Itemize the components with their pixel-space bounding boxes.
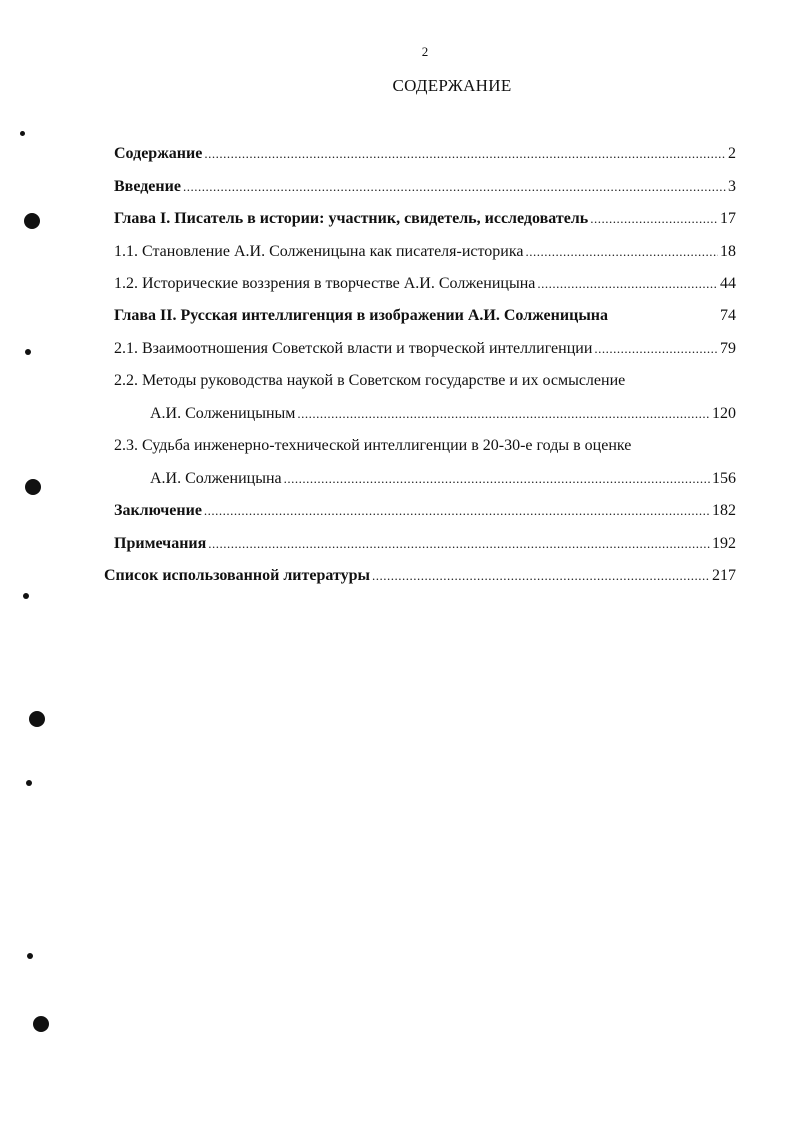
toc-entry-notes[interactable]	[114, 534, 736, 554]
punch-hole	[29, 711, 45, 727]
toc-entry-page: 79	[720, 340, 736, 357]
toc-entry-chapter-2[interactable]	[114, 306, 736, 326]
punch-hole	[24, 213, 40, 229]
toc-entry-page: 182	[712, 502, 736, 519]
toc-entry-page: 17	[720, 210, 736, 227]
toc-entry-2-3-line-1[interactable]	[114, 436, 736, 456]
punch-hole-mark	[20, 131, 25, 136]
punch-hole-mark	[26, 780, 32, 786]
toc-entry-label: 2.2. Методы руководства наукой в Советском государстве и их осмысление	[114, 372, 626, 389]
toc-entry-page: 2	[728, 145, 736, 162]
dot-leader	[297, 404, 710, 424]
punch-hole	[25, 479, 41, 495]
toc-entry-label: Содержание	[114, 145, 203, 162]
punch-hole-mark	[23, 593, 29, 599]
toc-entry-page: 192	[712, 535, 736, 552]
toc-entry-contents[interactable]	[114, 144, 736, 164]
toc-entry-label: Заключение	[114, 502, 202, 519]
toc-entry-page: 74	[720, 307, 736, 324]
toc-entry-2-2-line-2[interactable]	[150, 404, 736, 424]
toc-entry-page: 44	[720, 275, 736, 292]
toc-entry-2-3-line-2[interactable]	[150, 469, 736, 489]
toc-entry-bibliography[interactable]	[104, 566, 736, 586]
punch-hole	[33, 1016, 49, 1032]
toc-entry-page: 217	[712, 567, 736, 584]
toc-entry-1-1[interactable]	[114, 242, 736, 262]
toc-entry-page: 156	[712, 470, 736, 487]
toc-entry-2-2-line-1[interactable]	[114, 371, 736, 391]
page-title: СОДЕРЖАНИЕ	[392, 76, 512, 95]
toc-entry-label: Введение	[114, 178, 181, 195]
toc-entry-2-1[interactable]	[114, 339, 736, 359]
toc-entry-page: 120	[712, 405, 736, 422]
toc-entry-page: 18	[720, 243, 736, 260]
dot-leader	[208, 534, 710, 554]
toc-entry-label: Глава II. Русская интеллигенция в изображении А.И. Солженицына	[114, 307, 609, 324]
toc-entry-chapter-1[interactable]	[114, 209, 736, 229]
dot-leader	[372, 566, 710, 586]
toc-entry-label-continued: А.И. Солженицыным	[150, 405, 296, 422]
dot-leader	[537, 274, 718, 294]
dot-leader	[526, 242, 719, 262]
toc-entry-1-2[interactable]	[114, 274, 736, 294]
toc-entry-conclusion[interactable]	[114, 501, 736, 521]
toc-entry-page: 3	[728, 178, 736, 195]
dot-leader	[204, 144, 726, 164]
punch-hole-mark	[25, 349, 31, 355]
toc-entry-label: Список использованной литературы	[104, 567, 370, 584]
toc-entry-label: 1.2. Исторические воззрения в творчестве А.И. Солженицына	[114, 275, 536, 292]
toc-entry-introduction[interactable]	[114, 177, 736, 197]
dot-leader	[590, 209, 718, 229]
toc-entry-label: Примечания	[114, 535, 207, 552]
toc-entry-label-continued: А.И. Солженицына	[150, 470, 282, 487]
dot-leader	[284, 469, 710, 489]
dot-leader	[594, 339, 718, 359]
dot-leader	[183, 177, 726, 197]
toc-entry-label: Глава I. Писатель в истории: участник, свидетель, исследователь	[114, 210, 589, 227]
toc-entry-label: 1.1. Становление А.И. Солженицына как писателя-историка	[114, 243, 524, 260]
dot-leader	[204, 501, 710, 521]
toc-entry-label: 2.3. Судьба инженерно-технической интеллигенции в 20-30-е годы в оценке	[114, 437, 632, 454]
punch-hole-mark	[27, 953, 33, 959]
toc-entry-label: 2.1. Взаимоотношения Советской власти и творческой интеллигенции	[114, 340, 593, 357]
page-number: 2	[421, 44, 429, 59]
